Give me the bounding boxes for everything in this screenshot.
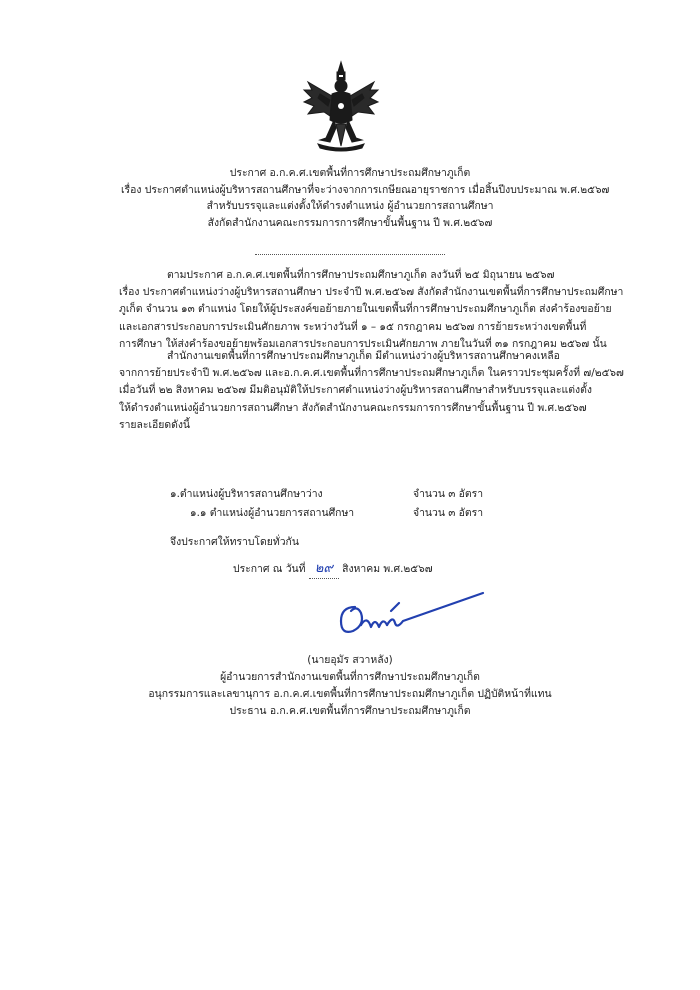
list-item-count: จำนวน ๓ อัตรา (413, 488, 484, 500)
paragraph-1-line-2: เรื่อง ประกาศตำแหน่งว่างผู้บริหารสถานศึกษา ประจำปี พ.ศ.๒๕๖๗ สังกัดสำนักงานเขตพื้นที่การศึกษาประถมศึกษา (119, 286, 624, 299)
subject-line: เรื่อง ประกาศตำแหน่งผู้บริหารสถานศึกษาที่จะว่างจากการเกษียณอายุราชการ เมื่อสิ้นปีงบประมาณ พ.ศ.๒๕๖๗ (121, 183, 610, 196)
header-subtitle-1: สำหรับบรรจุและแต่งตั้งให้ดำรงตำแหน่ง ผู้อำนวยการสถานศึกษา (206, 200, 494, 212)
paragraph-1-line-3: ภูเก็ต จำนวน ๑๓ ตำแหน่ง โดยให้ผู้ประสงค์ขอย้ายภายในเขตพื้นที่การศึกษาประถมศึกษาภูเก็ต ส่งคำร้องขอย้าย (119, 303, 612, 316)
list-item-label: ๑.๑ ตำแหน่งผู้อำนวยการสถานศึกษา (190, 507, 355, 519)
signer-name: (นายอุมัร สวาหลัง) (307, 654, 393, 666)
signer-title-2: อนุกรรมการและเลขานุการ อ.ก.ค.ศ.เขตพื้นที่การศึกษาประถมศึกษาภูเก็ต ปฏิบัติหน้าที่แทน (148, 688, 552, 700)
separator-dotted-line (255, 254, 445, 255)
paragraph-1-line-1: ตามประกาศ อ.ก.ค.ศ.เขตพื้นที่การศึกษาประถมศึกษาภูเก็ต ลงวันที่ ๒๕ มิถุนายน ๒๕๖๗ (167, 269, 555, 281)
paragraph-1 (119, 267, 643, 353)
signature-image (333, 585, 493, 645)
signer-title-3: ประธาน อ.ก.ค.ศ.เขตพื้นที่การศึกษาประถมศึกษาภูเก็ต (229, 705, 471, 717)
paragraph-1-line-5: การศึกษา ให้ส่งคำร้องขอย้ายพร้อมเอกสารประกอบการประเมินศักยภาพ ภายในวันที่ ๓๑ กรกฎาคม ๒๕๖๗ นั้น (119, 337, 607, 350)
date-prefix: ประกาศ ณ วันที่ (233, 563, 306, 575)
header-subtitle-2: สังกัดสำนักงานคณะกรรมการการศึกษาขั้นพื้นฐาน ปี พ.ศ.๒๕๖๗ (207, 216, 493, 229)
garuda-emblem-icon (300, 60, 382, 152)
document-header (0, 165, 700, 231)
paragraph-2-line-4: ให้ดำรงตำแหน่งผู้อำนวยการสถานศึกษา สังกัดสำนักงานคณะกรรมการการศึกษาขั้นพื้นฐาน ปี พ.ศ.๒๕๖๗ (119, 401, 587, 414)
paragraph-2-line-5: รายละเอียดดังนี้ (119, 418, 191, 431)
handwritten-day: ๒๙ (309, 557, 339, 579)
header-title: ประกาศ อ.ก.ค.ศ.เขตพื้นที่การศึกษาประถมศึกษาภูเก็ต (229, 167, 471, 179)
date-line (233, 557, 433, 579)
paragraph-1-line-4: และเอกสารประกอบการประเมินศักยภาพ ระหว่างวันที่ ๑ – ๑๕ กรกฎาคม ๒๕๖๗ การย้ายระหว่างเขตพื้นที่ (119, 320, 587, 333)
paragraph-2-line-2: จากการย้ายประจำปี พ.ศ.๒๕๖๗ และอ.ก.ค.ศ.เขตพื้นที่การศึกษาประถมศึกษาภูเก็ต ในคราวประชุมครั้งที่ ๗/๒๕๖๗ (119, 367, 624, 380)
signer-block (0, 652, 700, 720)
paragraph-2 (119, 348, 643, 434)
paragraph-2-line-1: สำนักงานเขตพื้นที่การศึกษาประถมศึกษาภูเก็ต มีตำแหน่งว่างผู้บริหารสถานศึกษาคงเหลือ (167, 350, 560, 362)
list-item-label: ๑.ตำแหน่งผู้บริหารสถานศึกษาว่าง (170, 488, 323, 500)
date-suffix: สิงหาคม พ.ศ.๒๕๖๗ (342, 563, 433, 575)
list-item-count: จำนวน ๓ อัตรา (413, 507, 484, 519)
announcement-line: จึงประกาศให้ทราบโดยทั่วกัน (170, 536, 299, 548)
paragraph-2-line-3: เมื่อวันที่ ๒๒ สิงหาคม ๒๕๖๗ มีมติอนุมัติให้ประกาศตำแหน่งว่างผู้บริหารสถานศึกษาสำหรับบรรจุและแต่งตั้ง (119, 384, 592, 397)
signer-title-1: ผู้อำนวยการสำนักงานเขตพื้นที่การศึกษาประถมศึกษาภูเก็ต (220, 671, 480, 683)
